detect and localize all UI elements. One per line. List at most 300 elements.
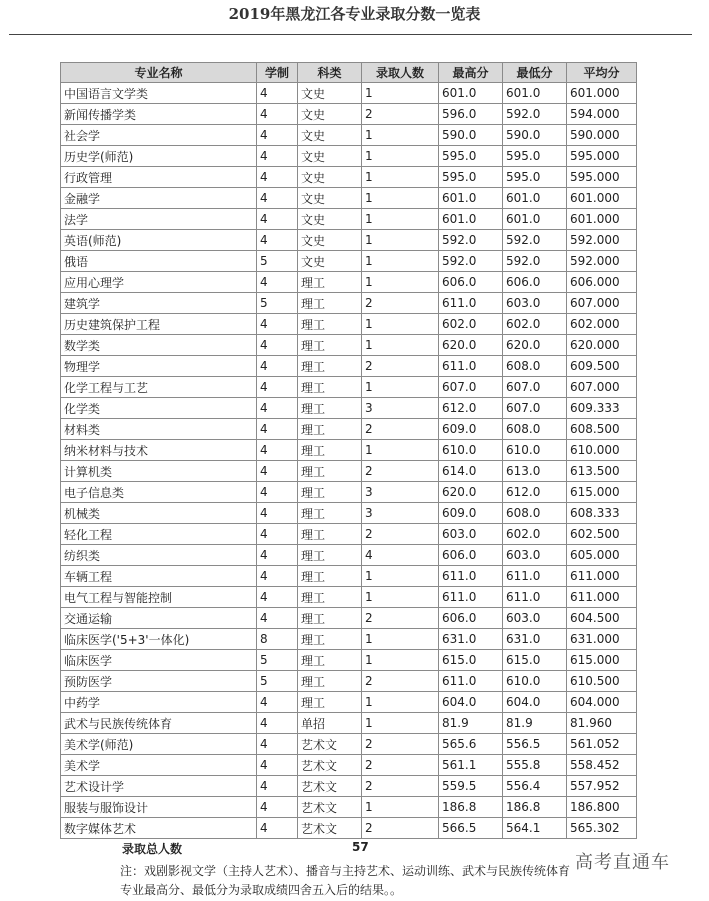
cell-min-score: 606.0 — [503, 272, 567, 293]
header-max-score: 最高分 — [439, 63, 503, 83]
table-row — [61, 440, 637, 461]
cell-major: 法学 — [61, 209, 257, 230]
cell-major: 中药学 — [61, 692, 257, 713]
cell-admitted-count: 2 — [362, 776, 439, 797]
cell-category: 文史 — [298, 209, 362, 230]
cell-category: 理工 — [298, 335, 362, 356]
cell-max-score: 620.0 — [439, 482, 503, 503]
page-title: 2019年黑龙江各专业录取分数一览表 — [228, 5, 481, 23]
cell-category: 理工 — [298, 398, 362, 419]
cell-max-score: 559.5 — [439, 776, 503, 797]
table-row — [61, 356, 637, 377]
cell-major: 材料类 — [61, 419, 257, 440]
cell-min-score: 608.0 — [503, 419, 567, 440]
cell-duration: 5 — [257, 650, 298, 671]
cell-duration: 4 — [257, 419, 298, 440]
cell-max-score: 606.0 — [439, 272, 503, 293]
cell-min-score: 555.8 — [503, 755, 567, 776]
cell-avg-score: 607.000 — [567, 377, 637, 398]
cell-min-score: 608.0 — [503, 356, 567, 377]
cell-min-score: 603.0 — [503, 293, 567, 314]
title-divider — [9, 34, 692, 35]
cell-min-score: 631.0 — [503, 629, 567, 650]
cell-duration: 4 — [257, 167, 298, 188]
cell-major: 艺术设计学 — [61, 776, 257, 797]
cell-duration: 4 — [257, 377, 298, 398]
cell-max-score: 601.0 — [439, 188, 503, 209]
cell-max-score: 601.0 — [439, 209, 503, 230]
header-admitted-count: 录取人数 — [362, 63, 439, 83]
cell-duration: 4 — [257, 482, 298, 503]
cell-major: 车辆工程 — [61, 566, 257, 587]
cell-major: 机械类 — [61, 503, 257, 524]
cell-duration: 4 — [257, 734, 298, 755]
cell-max-score: 610.0 — [439, 440, 503, 461]
cell-duration: 4 — [257, 398, 298, 419]
cell-category: 理工 — [298, 587, 362, 608]
cell-max-score: 81.9 — [439, 713, 503, 734]
table-row — [61, 650, 637, 671]
cell-category: 艺术文 — [298, 755, 362, 776]
table-row — [61, 524, 637, 545]
cell-max-score: 561.1 — [439, 755, 503, 776]
cell-duration: 4 — [257, 818, 298, 839]
cell-avg-score: 604.500 — [567, 608, 637, 629]
cell-max-score: 590.0 — [439, 125, 503, 146]
header-min-score: 最低分 — [503, 63, 567, 83]
table-row — [61, 272, 637, 293]
cell-min-score: 564.1 — [503, 818, 567, 839]
cell-max-score: 565.6 — [439, 734, 503, 755]
cell-category: 理工 — [298, 671, 362, 692]
cell-min-score: 592.0 — [503, 230, 567, 251]
cell-duration: 5 — [257, 251, 298, 272]
cell-duration: 4 — [257, 188, 298, 209]
cell-admitted-count: 2 — [362, 104, 439, 125]
header-category: 科类 — [298, 63, 362, 83]
cell-min-score: 611.0 — [503, 566, 567, 587]
cell-duration: 4 — [257, 356, 298, 377]
cell-admitted-count: 2 — [362, 671, 439, 692]
cell-major: 历史建筑保护工程 — [61, 314, 257, 335]
cell-major: 历史学(师范) — [61, 146, 257, 167]
cell-category: 艺术文 — [298, 734, 362, 755]
cell-avg-score: 590.000 — [567, 125, 637, 146]
cell-duration: 4 — [257, 776, 298, 797]
cell-avg-score: 613.500 — [567, 461, 637, 482]
cell-avg-score: 557.952 — [567, 776, 637, 797]
cell-min-score: 556.4 — [503, 776, 567, 797]
table-row — [61, 818, 637, 839]
cell-major: 物理学 — [61, 356, 257, 377]
table-row — [61, 545, 637, 566]
cell-admitted-count: 1 — [362, 377, 439, 398]
cell-avg-score: 604.000 — [567, 692, 637, 713]
cell-avg-score: 601.000 — [567, 209, 637, 230]
cell-admitted-count: 2 — [362, 461, 439, 482]
cell-duration: 4 — [257, 524, 298, 545]
table-row — [61, 482, 637, 503]
total-label: 录取总人数 — [122, 842, 183, 856]
cell-avg-score: 186.800 — [567, 797, 637, 818]
table-row — [61, 209, 637, 230]
cell-avg-score: 608.500 — [567, 419, 637, 440]
cell-major: 轻化工程 — [61, 524, 257, 545]
cell-major: 数学类 — [61, 335, 257, 356]
cell-admitted-count: 1 — [362, 566, 439, 587]
cell-major: 电气工程与智能控制 — [61, 587, 257, 608]
cell-min-score: 601.0 — [503, 209, 567, 230]
table-body — [61, 83, 637, 839]
cell-category: 文史 — [298, 251, 362, 272]
cell-duration: 4 — [257, 125, 298, 146]
cell-max-score: 614.0 — [439, 461, 503, 482]
cell-duration: 4 — [257, 440, 298, 461]
cell-category: 理工 — [298, 650, 362, 671]
table-row — [61, 713, 637, 734]
cell-duration: 4 — [257, 608, 298, 629]
table-row — [61, 797, 637, 818]
cell-max-score: 611.0 — [439, 587, 503, 608]
cell-major: 美术学 — [61, 755, 257, 776]
cell-max-score: 604.0 — [439, 692, 503, 713]
cell-duration: 4 — [257, 272, 298, 293]
cell-max-score: 615.0 — [439, 650, 503, 671]
cell-major: 新闻传播学类 — [61, 104, 257, 125]
cell-min-score: 615.0 — [503, 650, 567, 671]
cell-major: 化学类 — [61, 398, 257, 419]
table-row — [61, 377, 637, 398]
cell-duration: 4 — [257, 230, 298, 251]
cell-category: 理工 — [298, 293, 362, 314]
cell-major: 应用心理学 — [61, 272, 257, 293]
footnote: 注：戏剧影视文学（主持人艺术）、播音与主持艺术、运动训练、武术与民族传统体育专业最高分、最低分为录取成绩四舍五入后的结果。。 — [120, 864, 571, 897]
cell-avg-score: 610.000 — [567, 440, 637, 461]
table-row — [61, 776, 637, 797]
cell-major: 社会学 — [61, 125, 257, 146]
cell-max-score: 601.0 — [439, 83, 503, 104]
cell-min-score: 602.0 — [503, 314, 567, 335]
cell-category: 文史 — [298, 230, 362, 251]
header-avg-score: 平均分 — [567, 63, 637, 83]
cell-max-score: 592.0 — [439, 251, 503, 272]
cell-admitted-count: 1 — [362, 167, 439, 188]
cell-max-score: 606.0 — [439, 545, 503, 566]
cell-duration: 4 — [257, 797, 298, 818]
cell-major: 建筑学 — [61, 293, 257, 314]
cell-avg-score: 609.333 — [567, 398, 637, 419]
cell-category: 理工 — [298, 314, 362, 335]
cell-category: 文史 — [298, 188, 362, 209]
table-row — [61, 692, 637, 713]
cell-admitted-count: 1 — [362, 587, 439, 608]
cell-min-score: 607.0 — [503, 398, 567, 419]
cell-min-score: 186.8 — [503, 797, 567, 818]
cell-admitted-count: 1 — [362, 272, 439, 293]
cell-duration: 4 — [257, 755, 298, 776]
cell-major: 行政管理 — [61, 167, 257, 188]
cell-category: 艺术文 — [298, 776, 362, 797]
cell-avg-score: 620.000 — [567, 335, 637, 356]
cell-avg-score: 595.000 — [567, 167, 637, 188]
cell-min-score: 601.0 — [503, 83, 567, 104]
cell-admitted-count: 1 — [362, 713, 439, 734]
header-duration: 学制 — [257, 63, 298, 83]
cell-admitted-count: 1 — [362, 629, 439, 650]
cell-major: 美术学(师范) — [61, 734, 257, 755]
cell-admitted-count: 3 — [362, 503, 439, 524]
cell-major: 俄语 — [61, 251, 257, 272]
cell-category: 理工 — [298, 440, 362, 461]
cell-max-score: 603.0 — [439, 524, 503, 545]
cell-major: 化学工程与工艺 — [61, 377, 257, 398]
cell-duration: 4 — [257, 587, 298, 608]
cell-avg-score: 81.960 — [567, 713, 637, 734]
cell-category: 艺术文 — [298, 797, 362, 818]
cell-duration: 4 — [257, 83, 298, 104]
cell-min-score: 590.0 — [503, 125, 567, 146]
cell-avg-score: 595.000 — [567, 146, 637, 167]
cell-admitted-count: 1 — [362, 83, 439, 104]
cell-major: 数字媒体艺术 — [61, 818, 257, 839]
cell-major: 交通运输 — [61, 608, 257, 629]
cell-admitted-count: 1 — [362, 692, 439, 713]
cell-avg-score: 558.452 — [567, 755, 637, 776]
cell-min-score: 595.0 — [503, 146, 567, 167]
cell-max-score: 602.0 — [439, 314, 503, 335]
cell-admitted-count: 2 — [362, 608, 439, 629]
cell-max-score: 607.0 — [439, 377, 503, 398]
cell-min-score: 592.0 — [503, 251, 567, 272]
cell-avg-score: 609.500 — [567, 356, 637, 377]
cell-min-score: 612.0 — [503, 482, 567, 503]
cell-avg-score: 606.000 — [567, 272, 637, 293]
cell-avg-score: 615.000 — [567, 482, 637, 503]
cell-category: 文史 — [298, 146, 362, 167]
cell-admitted-count: 1 — [362, 209, 439, 230]
cell-max-score: 611.0 — [439, 356, 503, 377]
cell-category: 文史 — [298, 167, 362, 188]
table-row — [61, 734, 637, 755]
table-row — [61, 167, 637, 188]
table-row — [61, 104, 637, 125]
cell-max-score: 595.0 — [439, 146, 503, 167]
cell-major: 武术与民族传统体育 — [61, 713, 257, 734]
cell-avg-score: 592.000 — [567, 251, 637, 272]
cell-category: 理工 — [298, 545, 362, 566]
table-row — [61, 608, 637, 629]
table-row — [61, 461, 637, 482]
cell-duration: 4 — [257, 692, 298, 713]
cell-category: 文史 — [298, 104, 362, 125]
cell-major: 临床医学('5+3'一体化) — [61, 629, 257, 650]
cell-avg-score: 602.000 — [567, 314, 637, 335]
cell-max-score: 606.0 — [439, 608, 503, 629]
cell-duration: 4 — [257, 461, 298, 482]
cell-admitted-count: 1 — [362, 440, 439, 461]
cell-duration: 4 — [257, 146, 298, 167]
cell-duration: 4 — [257, 566, 298, 587]
cell-major: 纳米材料与技术 — [61, 440, 257, 461]
cell-category: 文史 — [298, 125, 362, 146]
cell-max-score: 186.8 — [439, 797, 503, 818]
cell-admitted-count: 1 — [362, 188, 439, 209]
cell-admitted-count: 2 — [362, 524, 439, 545]
cell-min-score: 611.0 — [503, 587, 567, 608]
cell-min-score: 610.0 — [503, 440, 567, 461]
cell-min-score: 595.0 — [503, 167, 567, 188]
cell-category: 理工 — [298, 419, 362, 440]
table-row — [61, 419, 637, 440]
cell-category: 理工 — [298, 524, 362, 545]
cell-avg-score: 615.000 — [567, 650, 637, 671]
table-header-row — [61, 63, 637, 83]
cell-admitted-count: 1 — [362, 230, 439, 251]
cell-admitted-count: 1 — [362, 251, 439, 272]
table-row — [61, 83, 637, 104]
cell-avg-score: 592.000 — [567, 230, 637, 251]
cell-admitted-count: 1 — [362, 797, 439, 818]
cell-admitted-count: 3 — [362, 482, 439, 503]
cell-category: 理工 — [298, 608, 362, 629]
cell-category: 理工 — [298, 461, 362, 482]
cell-category: 理工 — [298, 482, 362, 503]
cell-admitted-count: 1 — [362, 314, 439, 335]
cell-category: 理工 — [298, 629, 362, 650]
cell-avg-score: 605.000 — [567, 545, 637, 566]
cell-admitted-count: 1 — [362, 125, 439, 146]
cell-avg-score: 610.500 — [567, 671, 637, 692]
cell-avg-score: 602.500 — [567, 524, 637, 545]
cell-major: 中国语言文学类 — [61, 83, 257, 104]
cell-min-score: 602.0 — [503, 524, 567, 545]
total-row — [60, 838, 636, 856]
cell-duration: 4 — [257, 104, 298, 125]
cell-duration: 4 — [257, 713, 298, 734]
cell-category: 文史 — [298, 83, 362, 104]
cell-major: 预防医学 — [61, 671, 257, 692]
cell-duration: 5 — [257, 671, 298, 692]
table-row — [61, 146, 637, 167]
table-row — [61, 587, 637, 608]
cell-min-score: 601.0 — [503, 188, 567, 209]
cell-admitted-count: 2 — [362, 734, 439, 755]
cell-duration: 8 — [257, 629, 298, 650]
table-row — [61, 671, 637, 692]
cell-avg-score: 601.000 — [567, 188, 637, 209]
cell-admitted-count: 2 — [362, 356, 439, 377]
cell-admitted-count: 2 — [362, 755, 439, 776]
cell-min-score: 81.9 — [503, 713, 567, 734]
cell-min-score: 604.0 — [503, 692, 567, 713]
header-major: 专业名称 — [61, 63, 257, 83]
cell-category: 单招 — [298, 713, 362, 734]
cell-min-score: 613.0 — [503, 461, 567, 482]
cell-max-score: 609.0 — [439, 503, 503, 524]
cell-major: 电子信息类 — [61, 482, 257, 503]
cell-max-score: 612.0 — [439, 398, 503, 419]
cell-max-score: 609.0 — [439, 419, 503, 440]
cell-major: 金融学 — [61, 188, 257, 209]
cell-major: 计算机类 — [61, 461, 257, 482]
cell-max-score: 631.0 — [439, 629, 503, 650]
table-row — [61, 398, 637, 419]
cell-max-score: 611.0 — [439, 671, 503, 692]
cell-category: 艺术文 — [298, 818, 362, 839]
table-row — [61, 629, 637, 650]
admission-scores-table — [60, 62, 637, 839]
cell-admitted-count: 2 — [362, 419, 439, 440]
cell-min-score: 592.0 — [503, 104, 567, 125]
cell-duration: 4 — [257, 545, 298, 566]
total-value: 57 — [352, 840, 369, 854]
cell-category: 理工 — [298, 272, 362, 293]
cell-avg-score: 608.333 — [567, 503, 637, 524]
cell-avg-score: 611.000 — [567, 587, 637, 608]
cell-major: 纺织类 — [61, 545, 257, 566]
cell-duration: 4 — [257, 209, 298, 230]
cell-min-score: 603.0 — [503, 608, 567, 629]
cell-duration: 4 — [257, 335, 298, 356]
cell-min-score: 603.0 — [503, 545, 567, 566]
cell-major: 临床医学 — [61, 650, 257, 671]
cell-avg-score: 565.302 — [567, 818, 637, 839]
cell-max-score: 611.0 — [439, 293, 503, 314]
cell-major: 英语(师范) — [61, 230, 257, 251]
table-row — [61, 335, 637, 356]
cell-duration: 5 — [257, 293, 298, 314]
cell-category: 理工 — [298, 566, 362, 587]
watermark: 高考直通车 — [575, 852, 670, 873]
cell-min-score: 608.0 — [503, 503, 567, 524]
cell-avg-score: 594.000 — [567, 104, 637, 125]
cell-avg-score: 601.000 — [567, 83, 637, 104]
cell-max-score: 566.5 — [439, 818, 503, 839]
cell-duration: 4 — [257, 314, 298, 335]
cell-avg-score: 561.052 — [567, 734, 637, 755]
cell-admitted-count: 1 — [362, 335, 439, 356]
cell-admitted-count: 4 — [362, 545, 439, 566]
cell-category: 理工 — [298, 356, 362, 377]
cell-min-score: 556.5 — [503, 734, 567, 755]
cell-min-score: 620.0 — [503, 335, 567, 356]
cell-max-score: 592.0 — [439, 230, 503, 251]
table-row — [61, 755, 637, 776]
table-row — [61, 251, 637, 272]
cell-category: 理工 — [298, 692, 362, 713]
cell-min-score: 607.0 — [503, 377, 567, 398]
cell-max-score: 595.0 — [439, 167, 503, 188]
cell-max-score: 611.0 — [439, 566, 503, 587]
table-row — [61, 230, 637, 251]
cell-avg-score: 607.000 — [567, 293, 637, 314]
cell-major: 服装与服饰设计 — [61, 797, 257, 818]
cell-avg-score: 611.000 — [567, 566, 637, 587]
cell-admitted-count: 1 — [362, 650, 439, 671]
cell-category: 理工 — [298, 377, 362, 398]
cell-duration: 4 — [257, 503, 298, 524]
cell-max-score: 596.0 — [439, 104, 503, 125]
cell-admitted-count: 2 — [362, 818, 439, 839]
table-row — [61, 566, 637, 587]
table-row — [61, 188, 637, 209]
table-row — [61, 314, 637, 335]
cell-admitted-count: 2 — [362, 293, 439, 314]
cell-category: 理工 — [298, 503, 362, 524]
table-row — [61, 293, 637, 314]
cell-min-score: 610.0 — [503, 671, 567, 692]
table-row — [61, 503, 637, 524]
